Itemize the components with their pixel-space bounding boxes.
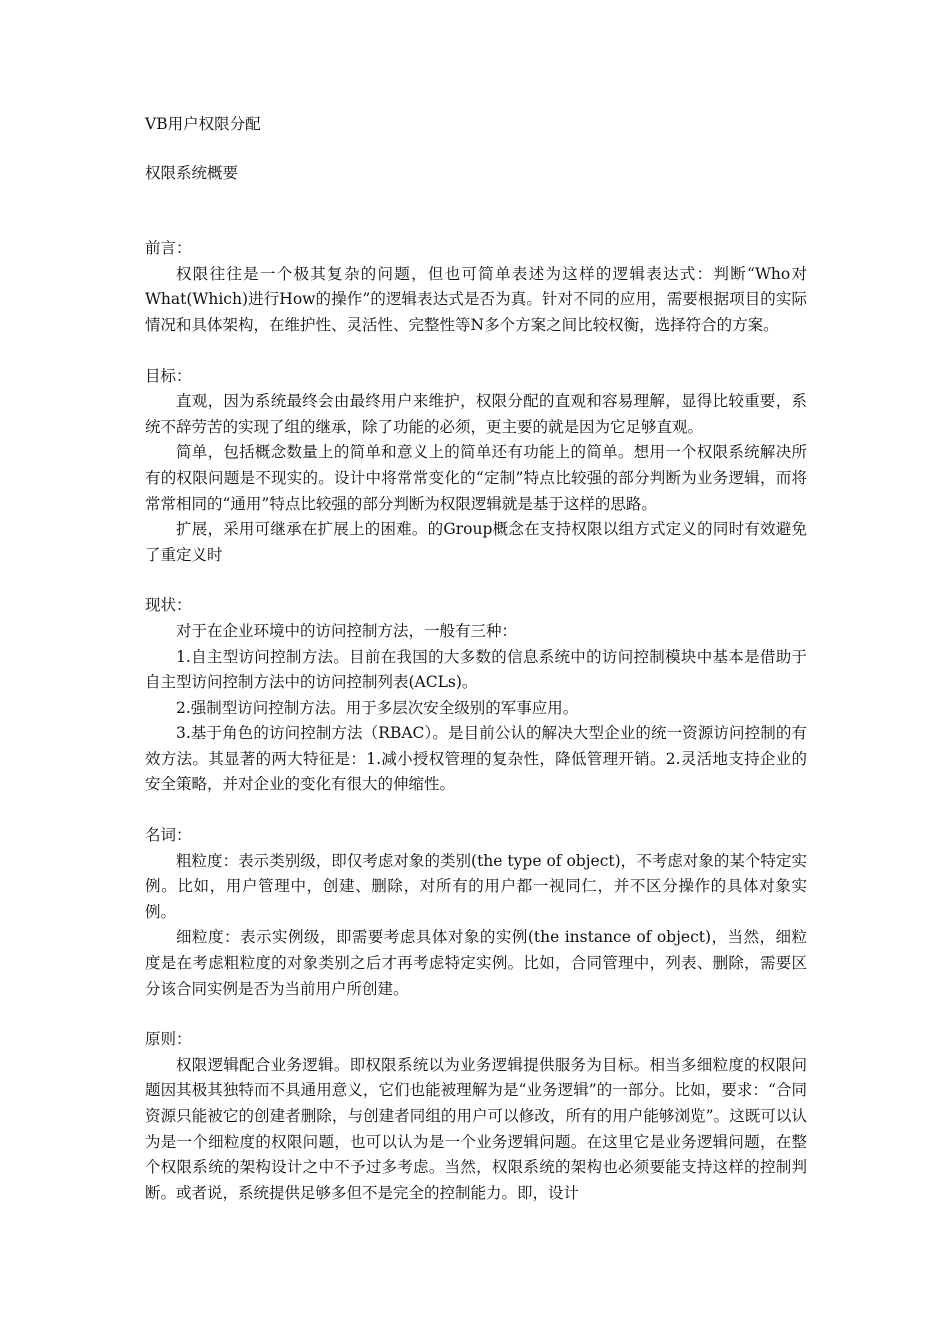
paragraph: 细粒度：表示实例级，即需要考虑具体对象的实例(the instance of object)，当然，细粒度是在考虑粗粒度的对象类别之后才再考虑特定实例。比如，合同管理中，列表、删除，需要区分该合同实例是否为当前用户所创建。 bbox=[145, 928, 807, 998]
paragraph: 直观，因为系统最终会由最终用户来维护，权限分配的直观和容易理解，显得比较重要，系统不辞劳苦的实现了组的继承，除了功能的必须，更主要的就是因为它足够直观。 bbox=[145, 392, 807, 436]
paragraph: 1.自主型访问控制方法。目前在我国的大多数的信息系统中的访问控制模块中基本是借助于自主型访问控制方法中的访问控制列表(ACLs)。 bbox=[145, 647, 807, 692]
section-principles bbox=[145, 1027, 807, 1206]
paragraph: 2.强制型访问控制方法。用于多层次安全级别的军事应用。 bbox=[176, 698, 579, 717]
section-heading: 目标： bbox=[145, 366, 192, 385]
section-terms bbox=[145, 823, 807, 1002]
section-heading: 现状： bbox=[145, 596, 192, 615]
paragraph: 粗粒度：表示类别级，即仅考虑对象的类别(the type of object)，不考虑对象的某个特定实例。比如，用户管理中，创建、删除，对所有的用户都一视同仁，并不区分操作的具体对象实例。 bbox=[145, 851, 807, 921]
paragraph: 对于在企业环境中的访问控制方法，一般有三种： bbox=[176, 621, 518, 640]
paragraph: 扩展，采用可继承在扩展上的困难。的Group概念在支持权限以组方式定义的同时有效避免了重定义时 bbox=[145, 520, 807, 564]
section-status bbox=[145, 593, 807, 798]
paragraph: 3.基于角色的访问控制方法（RBAC）。是目前公认的解决大型企业的统一资源访问控制的有效方法。其显著的两大特征是：1.减小授权管理的复杂性，降低管理开销。2.灵活地支持企业的安全策略，并对企业的变化有很大的伸缩性。 bbox=[145, 724, 807, 794]
paragraph: 权限逻辑配合业务逻辑。即权限系统以为业务逻辑提供服务为目标。相当多细粒度的权限问题因其极其独特而不具通用意义，它们也能被理解为是“业务逻辑”的一部分。比如，要求：“合同资源只能被它的创建者删除，与创建者同组的用户可以修改，所有的用户能够浏览”。这既可以认为是一个细粒度的权限问题，也可以认为是一个业务逻辑问题。在这里它是业务逻辑问题，在整个权限系统的架构设计之中不予过多考虑。当然，权限系统的架构也必须要能支持这样的控制判断。或者说，系统提供足够多但不是完全的控制能力。即，设计 bbox=[145, 1055, 807, 1202]
paragraph: 权限往往是一个极其复杂的问题，但也可简单表述为这样的逻辑表达式：判断“Who对What(Which)进行How的操作”的逻辑表达式是否为真。针对不同的应用，需要根据项目的实际情况和具体架构，在维护性、灵活性、完整性等N多个方案之间比较权衡，选择符合的方案。 bbox=[145, 264, 807, 334]
document-subtitle: 权限系统概要 bbox=[145, 163, 239, 182]
paragraph: 简单，包括概念数量上的简单和意义上的简单还有功能上的简单。想用一个权限系统解决所有的权限问题是不现实的。设计中将常常变化的“定制”特点比较强的部分判断为业务逻辑，而将常常相同的“通用”特点比较强的部分判断为权限逻辑就是基于这样的思路。 bbox=[145, 443, 807, 513]
section-preface bbox=[145, 236, 807, 338]
document-page bbox=[145, 112, 807, 1206]
section-heading: 名词： bbox=[145, 826, 192, 845]
section-goals bbox=[145, 364, 807, 569]
section-heading: 原则： bbox=[145, 1030, 192, 1049]
document-title: VB用户权限分配 bbox=[145, 115, 261, 133]
section-heading: 前言： bbox=[145, 239, 192, 258]
